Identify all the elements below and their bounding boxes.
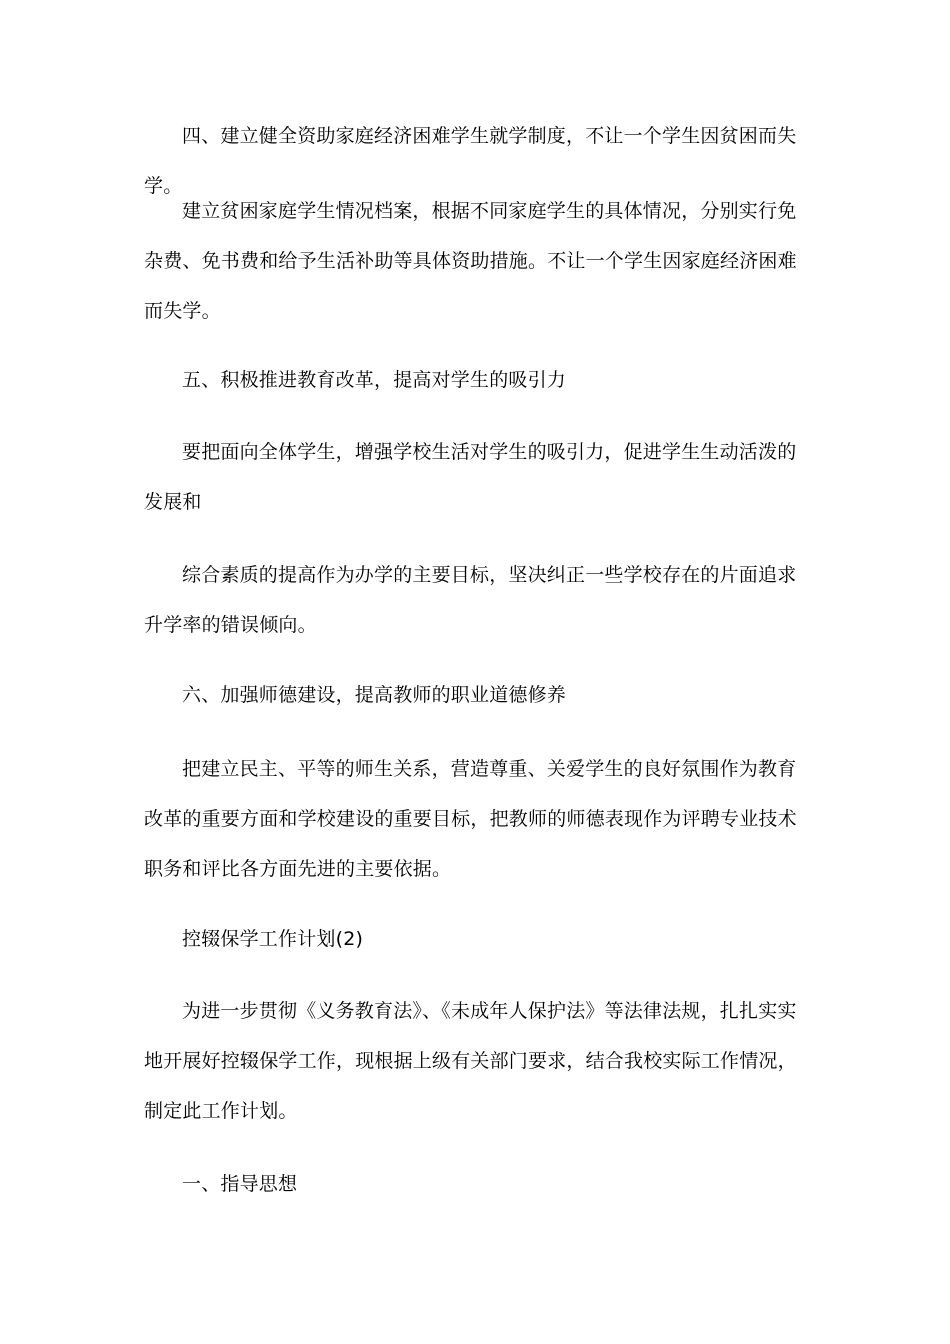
paragraph-teacher-ethics: 把建立民主、平等的师生关系，营造尊重、关爱学生的良好氛围作为教育改革的重要方面和学校建设的重要目标，把教师的师德表现作为评聘专业技术职务和评比各方面先进的主要依据。 (144, 758, 797, 880)
paragraph-quality-goal: 综合素质的提高作为办学的主要目标，坚决纠正一些学校存在的片面追求升学率的错误倾向。 (144, 564, 797, 636)
paragraph-attraction: 要把面向全体学生，增强学校生活对学生的吸引力，促进学生生动活泼的发展和 (144, 441, 797, 513)
plan-title: 控辍保学工作计划(2) (182, 928, 364, 950)
section-heading-5: 五、积极推进教育改革，提高对学生的吸引力 (182, 369, 567, 391)
paragraph-poverty-archive: 建立贫困家庭学生情况档案，根据不同家庭学生的具体情况，分别实行免杂费、免书费和给予生活补助等具体资助措施。不让一个学生因家庭经济困难而失学。 (144, 200, 797, 322)
section-heading-4: 四、建立健全资助家庭经济困难学生就学制度，不让一个学生因贫困而失学。 (144, 125, 797, 197)
paragraph-plan-intro: 为进一步贯彻《义务教育法》、《未成年人保护法》等法律法规，扎扎实实地开展好控辍保学工作，现根据上级有关部门要求，结合我校实际工作情况，制定此工作计划。 (144, 1000, 797, 1122)
section-heading-guiding-thought: 一、指导思想 (182, 1173, 298, 1195)
section-heading-6: 六、加强师德建设，提高教师的职业道德修养 (182, 684, 567, 706)
